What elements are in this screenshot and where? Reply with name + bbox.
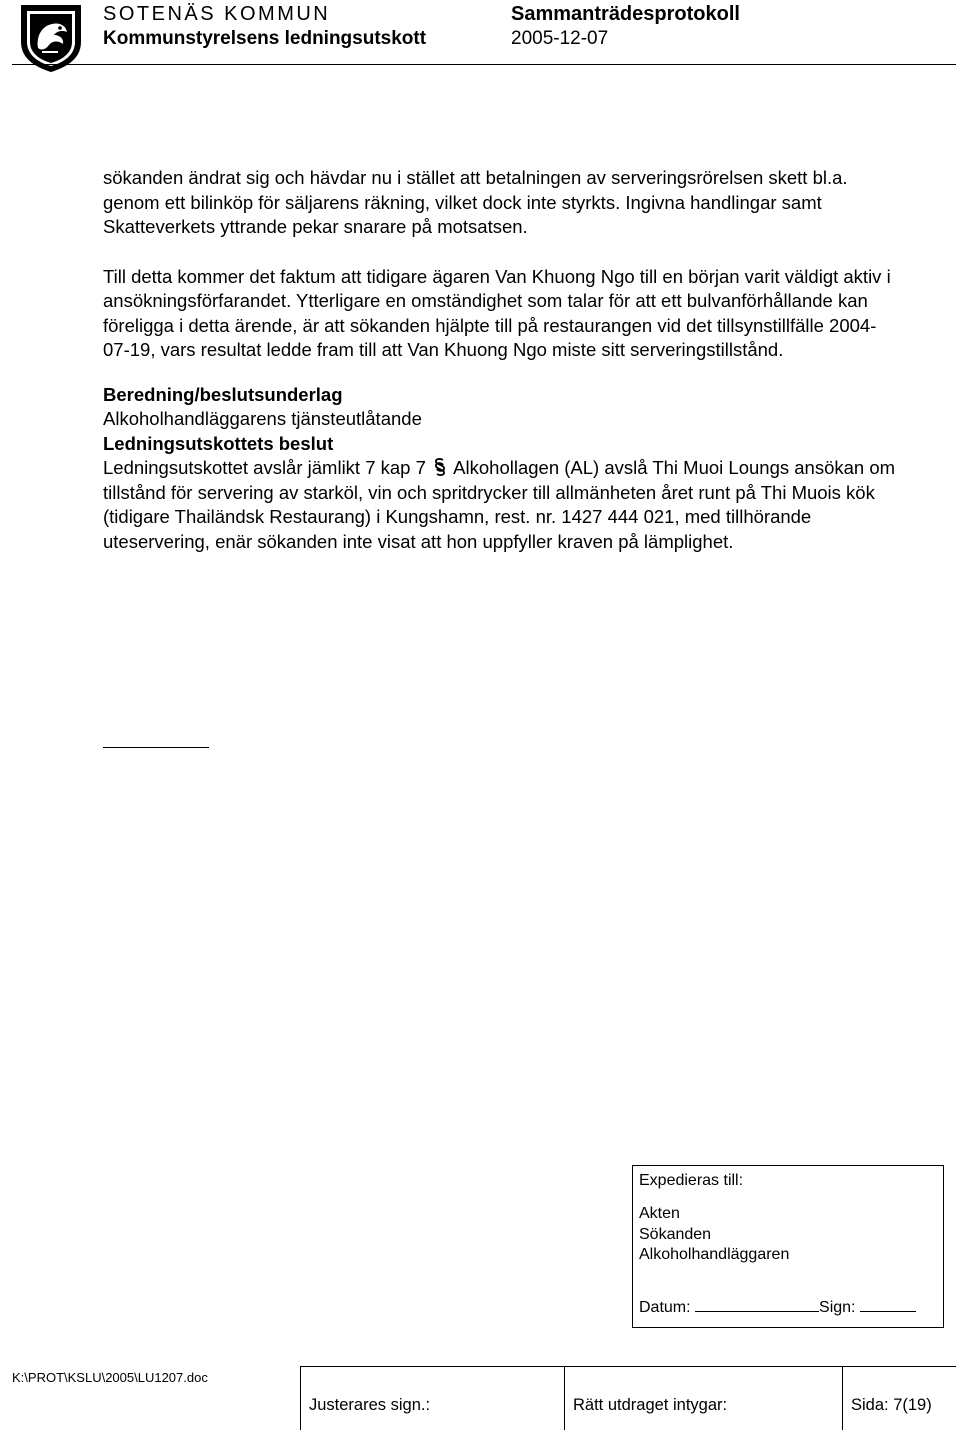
section-sign-icon [431, 457, 449, 477]
footer-divider [300, 1366, 956, 1367]
decision-text-start: Ledningsutskottet avslår jämlikt 7 kap 7 [103, 457, 432, 478]
meeting-date: 2005-12-07 [511, 28, 609, 49]
datum-line [695, 1297, 819, 1312]
organization-name: SOTENÄS KOMMUN [103, 3, 331, 25]
decision-text-end: Alkohollagen (AL) avslå Thi Muoi Loungs ansökan om tillstånd för servering av starköl, vin och spritdrycker till allmänheten året runt på Thi Muois kök (tidigare Thailändsk Restaurang) i Kungshamn, rest. nr. 1427 444 021, med tillhörande uteservering, enär sökanden inte visat att hon uppfyller kraven på lämplighet. [103, 457, 896, 552]
justeras-label: Justerares sign.: [309, 1396, 431, 1414]
section-heading-beslut: Ledningsutskottets beslut [103, 432, 334, 454]
footer-separator [842, 1366, 843, 1430]
sign-line [860, 1297, 916, 1312]
paragraph: sökanden ändrat sig och hävdar nu i stället att betalningen av serveringsrörelsen skett bl.a. genom ett bilinköp för säljarens räkning, vilket dock inte styrkts. Ingivna handlingar samt Skatteverkets yttrande pekar snarare på motsatsen. [103, 167, 848, 237]
section-heading-beredning: Beredning/beslutsunderlag [103, 383, 343, 405]
datum-sign-row [639, 1297, 916, 1318]
paragraph: Till detta kommer det faktum att tidigare ägaren Van Khuong Ngo till en början varit väldigt aktiv i ansökningsförfarandet. Ytterligare en omständighet som talar för att ett bulvanförhållande kan föreligga i detta ärende, är att sökanden hjälpte till på restaurangen vid det tillsynstillfälle 2004-07-19, vars resultat ledde fram till att Van Khuong Ngo miste sitt serveringstillstånd. [103, 265, 891, 360]
ratt-utdraget-label: Rätt utdraget intygar: [573, 1396, 728, 1414]
file-path: K:\PROT\KSLU\2005\LU1207.doc [12, 1370, 208, 1385]
end-of-decision-rule [103, 747, 209, 748]
list-item: Akten [639, 1205, 680, 1222]
decision-paragraph [103, 456, 903, 554]
list-item: Sökanden [639, 1225, 712, 1243]
distribution-box [632, 1165, 944, 1328]
page-number: Sida: 7(19) [851, 1396, 932, 1414]
distribution-list [639, 1204, 789, 1266]
datum-label: Datum: [639, 1299, 691, 1316]
footer-separator [300, 1366, 301, 1430]
protocol-body [103, 166, 903, 554]
header-divider [12, 64, 956, 65]
committee-name: Kommunstyrelsens ledningsutskott [103, 28, 427, 49]
distribution-title: Expedieras till: [639, 1172, 744, 1189]
beredning-text: Alkoholhandläggarens tjänsteutlåtande [103, 408, 422, 429]
list-item: Alkoholhandläggaren [639, 1246, 790, 1263]
footer-separator [564, 1366, 565, 1430]
sign-label: Sign: [819, 1299, 856, 1316]
document-type: Sammanträdesprotokoll [511, 3, 740, 25]
